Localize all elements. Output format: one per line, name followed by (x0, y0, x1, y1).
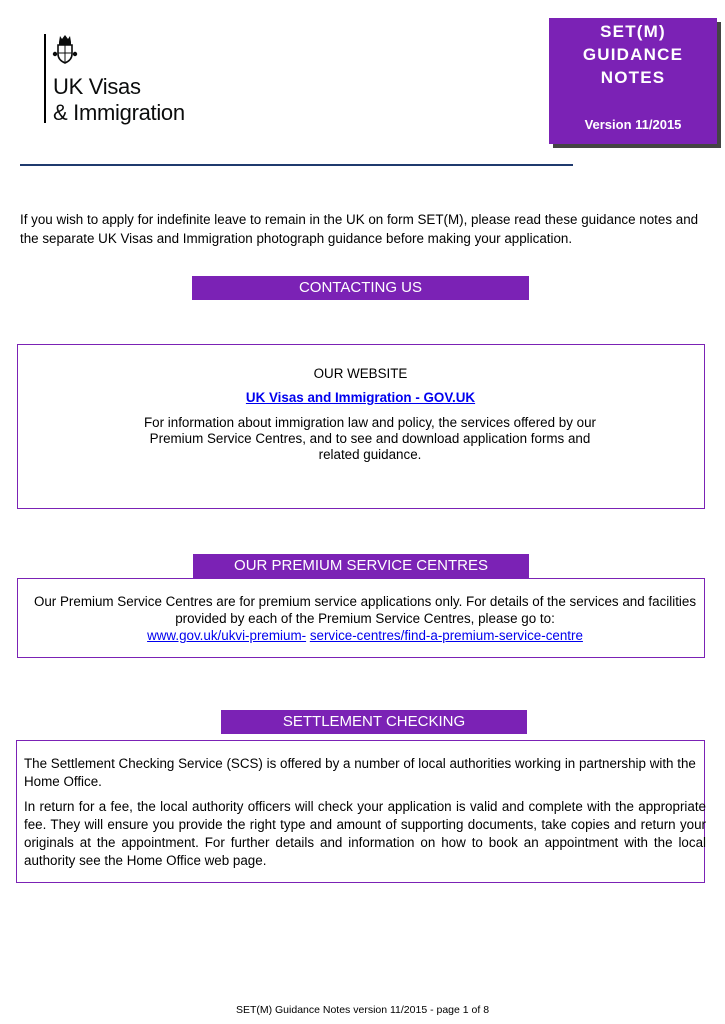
brand-name-line2: & Immigration (53, 100, 185, 125)
premium-link-part2[interactable]: service-centres/find-a-premium-service-centre (309, 628, 583, 643)
page-footer: SET(M) Guidance Notes version 11/2015 - page 1 of 8 (235, 1004, 490, 1016)
badge-title-line: SET(M) (600, 22, 666, 41)
section-heading-contacting: CONTACTING US (192, 276, 529, 300)
website-heading: OUR WEBSITE (313, 366, 408, 381)
brand-name-line1: UK Visas (53, 74, 141, 99)
premium-description: Our Premium Service Centres are for premium service applications only. For details of the services and facilities provided by each of the Premium Service Centres, please go to: (33, 594, 697, 626)
premium-link-part1[interactable]: www.gov.uk/ukvi-premium- (147, 628, 307, 643)
section-heading-settlement: SETTLEMENT CHECKING (221, 710, 527, 734)
badge-title (549, 20, 717, 89)
header-rule (20, 164, 573, 166)
intro-paragraph: If you wish to apply for indefinite leave to remain in the UK on form SET(M), please read these guidance notes and the separate UK Visas and Immigration photograph guidance before making your application. (20, 212, 699, 246)
version-label: Version 11/2015 (584, 117, 682, 132)
website-link[interactable]: UK Visas and Immigration - GOV.UK (245, 390, 476, 405)
logo-divider (44, 34, 46, 123)
settlement-paragraph-1: The Settlement Checking Service (SCS) is offered by a number of local authorities working in partnership with the Home Office. (24, 756, 696, 789)
royal-crest-icon (52, 34, 78, 64)
website-description: For information about immigration law and policy, the services offered by our Premium Service Centres, and to see and download application forms and related guidance. (143, 415, 597, 462)
badge-title-line: NOTES (600, 68, 666, 87)
section-heading-premium: OUR PREMIUM SERVICE CENTRES (193, 554, 529, 578)
settlement-paragraph-2: In return for a fee, the local authority officers will check your application is valid and complete with the appropriate fee. They will ensure you provide the right type and amount of supporting documents, take copies and return your originals at the appointment. For further details and information on how to book an appointment with the local authority see the Home Office web page. (24, 799, 706, 868)
document-title-badge (549, 18, 717, 144)
premium-text-block (30, 593, 700, 644)
badge-title-line: GUIDANCE (582, 45, 684, 64)
